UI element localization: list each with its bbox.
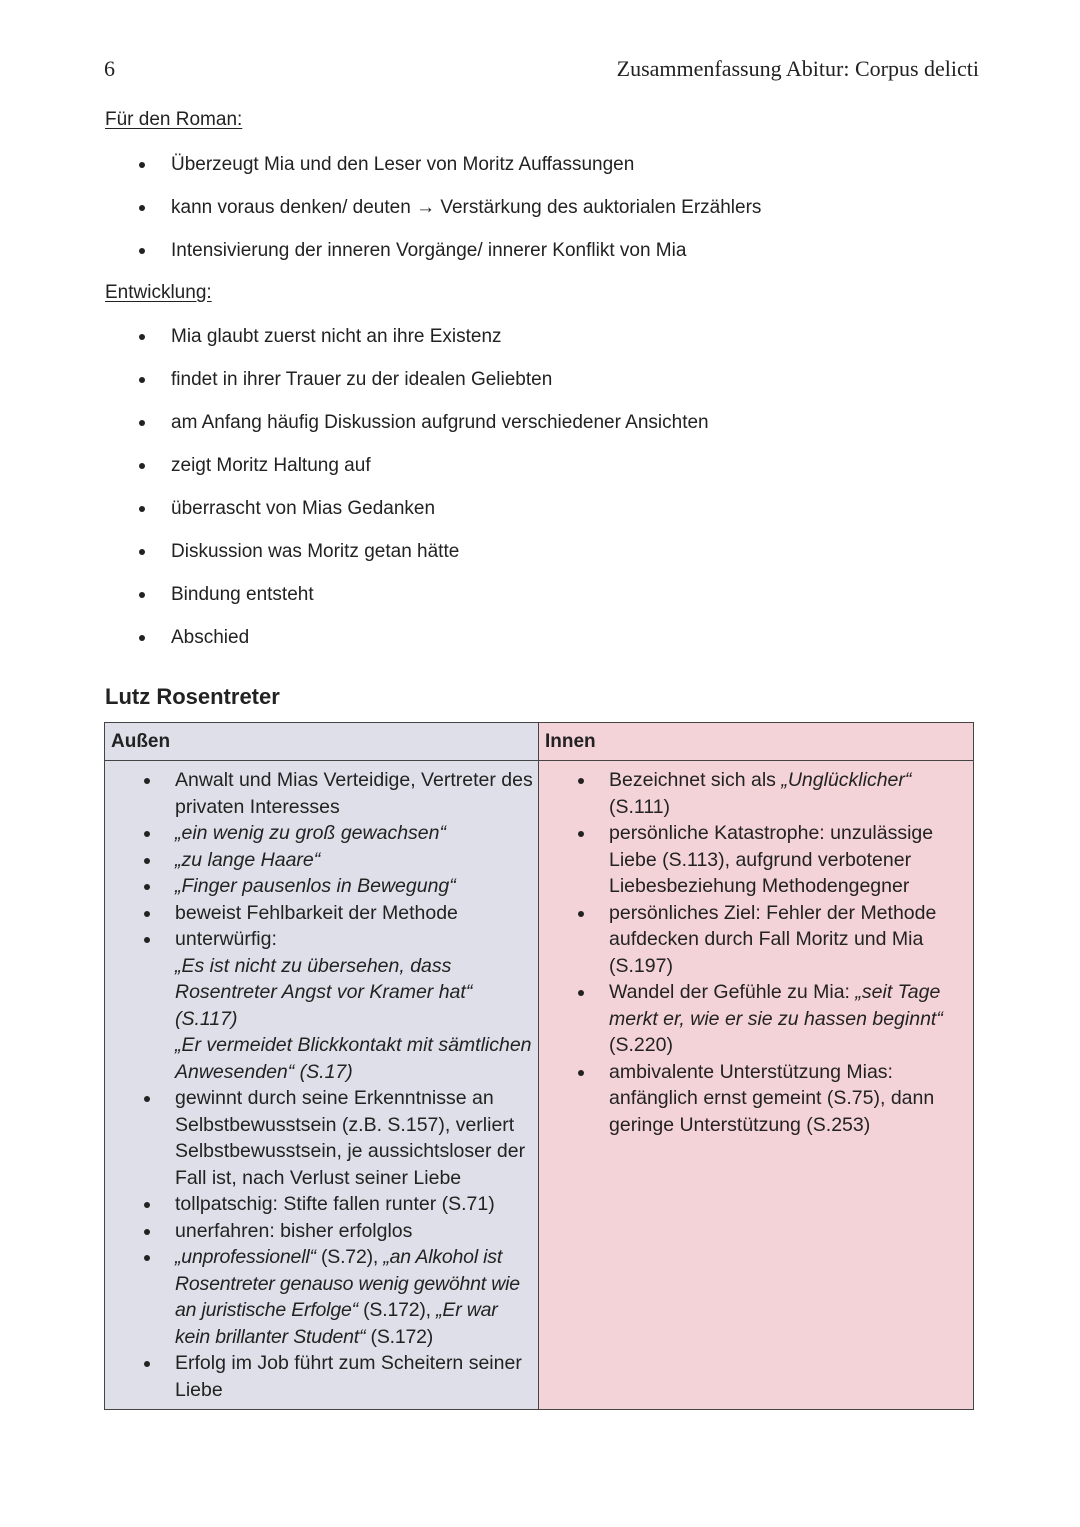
item-text: unterwürfig: [175,928,277,950]
quote: „ein wenig zu groß gewachsen“ [175,822,446,844]
page-ref: (S.172), [357,1299,437,1321]
quote: „Er vermeidet Blickkontakt mit sämtlichen Anwesenden“ (S.17) [175,1034,532,1083]
list-item [105,1085,538,1191]
page-number: 6 [104,56,115,81]
quote: „unprofessionell“ [175,1246,316,1268]
item-text: gewinnt durch seine Erkenntnisse an Selbstbewusstsein (z.B. S.157), verliert Selbstbewusstsein, je aussichtsloser der Fall ist, nach Verlust seiner Liebe [175,1087,526,1189]
list-item [105,847,538,874]
running-title: Zusammenfassung Abitur: Corpus delicti [616,56,979,81]
list-item [105,873,538,900]
character-table [104,722,974,1410]
item-text: persönliches Ziel: Fehler der Methode aufdecken durch Fall Moritz und Mia (S.197) [609,901,937,977]
list-item: Abschied [0,627,709,670]
item-text: Erfolg im Job führt zum Scheitern seiner Liebe [175,1352,522,1401]
quote: „Er war kein brillanter Student“ [175,1299,498,1348]
list-item: Überzeugt Mia und den Leser von Moritz Auffassungen [0,154,761,197]
list-item [539,820,973,900]
list-item: Intensivierung der inneren Vorgänge/ innerer Konflikt von Mia [0,240,761,283]
quote: „Unglücklicher“ [781,769,912,791]
list-item: überrascht von Mias Gedanken [0,498,709,541]
roman-list [0,154,761,283]
quote: „Es ist nicht zu übersehen, dass Rosentreter Angst vor Kramer hat“ (S.117) [175,954,473,1030]
column-innen [539,723,973,1409]
section-heading: Lutz Rosentreter [105,684,280,709]
page-ref: (S.111) [609,795,671,818]
list-item [105,1191,538,1218]
list-item [539,900,973,980]
quote: „seit Tage merkt er, wie er sie zu hassen beginnt“ [609,981,943,1030]
entwicklung-list [0,326,709,670]
column-header-innen: Innen [539,723,973,761]
item-text: Anwalt und Mias Verteidige, Vertreter des privaten Interesses [175,769,533,818]
page-ref: (S.172) [365,1325,434,1348]
list-item [539,767,973,820]
column-header-aussen: Außen [105,723,538,761]
roman-label: Für den Roman: [105,109,243,130]
list-item: Bindung entsteht [0,584,709,627]
list-item: am Anfang häufig Diskussion aufgrund verschiedener Ansichten [0,412,709,455]
page-ref: (S.72), [315,1246,384,1268]
list-item: zeigt Moritz Haltung auf [0,455,709,498]
quote: „zu lange Haare“ [175,848,321,871]
list-item [105,767,538,820]
list-item [105,900,538,927]
quote: „an Alkohol ist Rosentreter genauso wenig gewöhnt wie an juristische Erfolge“ [175,1246,520,1321]
list-item [105,820,538,847]
item-text: beweist Fehlbarkeit der Methode [175,901,458,924]
list-item: Diskussion was Moritz getan hätte [0,541,709,584]
list-item [105,1218,538,1245]
list-item: findet in ihrer Trauer zu der idealen Geliebten [0,369,709,412]
list-item [539,979,973,1059]
quote: „Finger pausenlos in Bewegung“ [175,875,456,897]
aussen-list [105,761,538,1403]
innen-list [539,761,973,1138]
item-text: Bezeichnet sich als [609,769,782,791]
list-item [105,1244,538,1350]
item-text: Wandel der Gefühle zu Mia: [609,981,856,1003]
list-item: kann voraus denken/ deuten → Verstärkung des auktorialen Erzählers [0,197,761,240]
item-text: unerfahren: bisher erfolglos [175,1219,413,1242]
item-text: tollpatschig: Stifte fallen runter (S.71) [175,1193,495,1215]
list-item [105,1350,538,1403]
entwicklung-label: Entwicklung: [105,282,212,303]
list-item [539,1059,973,1139]
page-ref: (S.220) [609,1034,673,1056]
item-text: persönliche Katastrophe: unzulässige Liebe (S.113), aufgrund verbotener Liebesbeziehung Methodengegner [609,822,934,897]
column-aussen [105,723,539,1409]
item-text: ambivalente Unterstützung Mias: anfänglich ernst gemeint (S.75), dann geringe Unterstützung (S.253) [609,1060,935,1136]
list-item [105,926,538,1085]
list-item: Mia glaubt zuerst nicht an ihre Existenz [0,326,709,369]
